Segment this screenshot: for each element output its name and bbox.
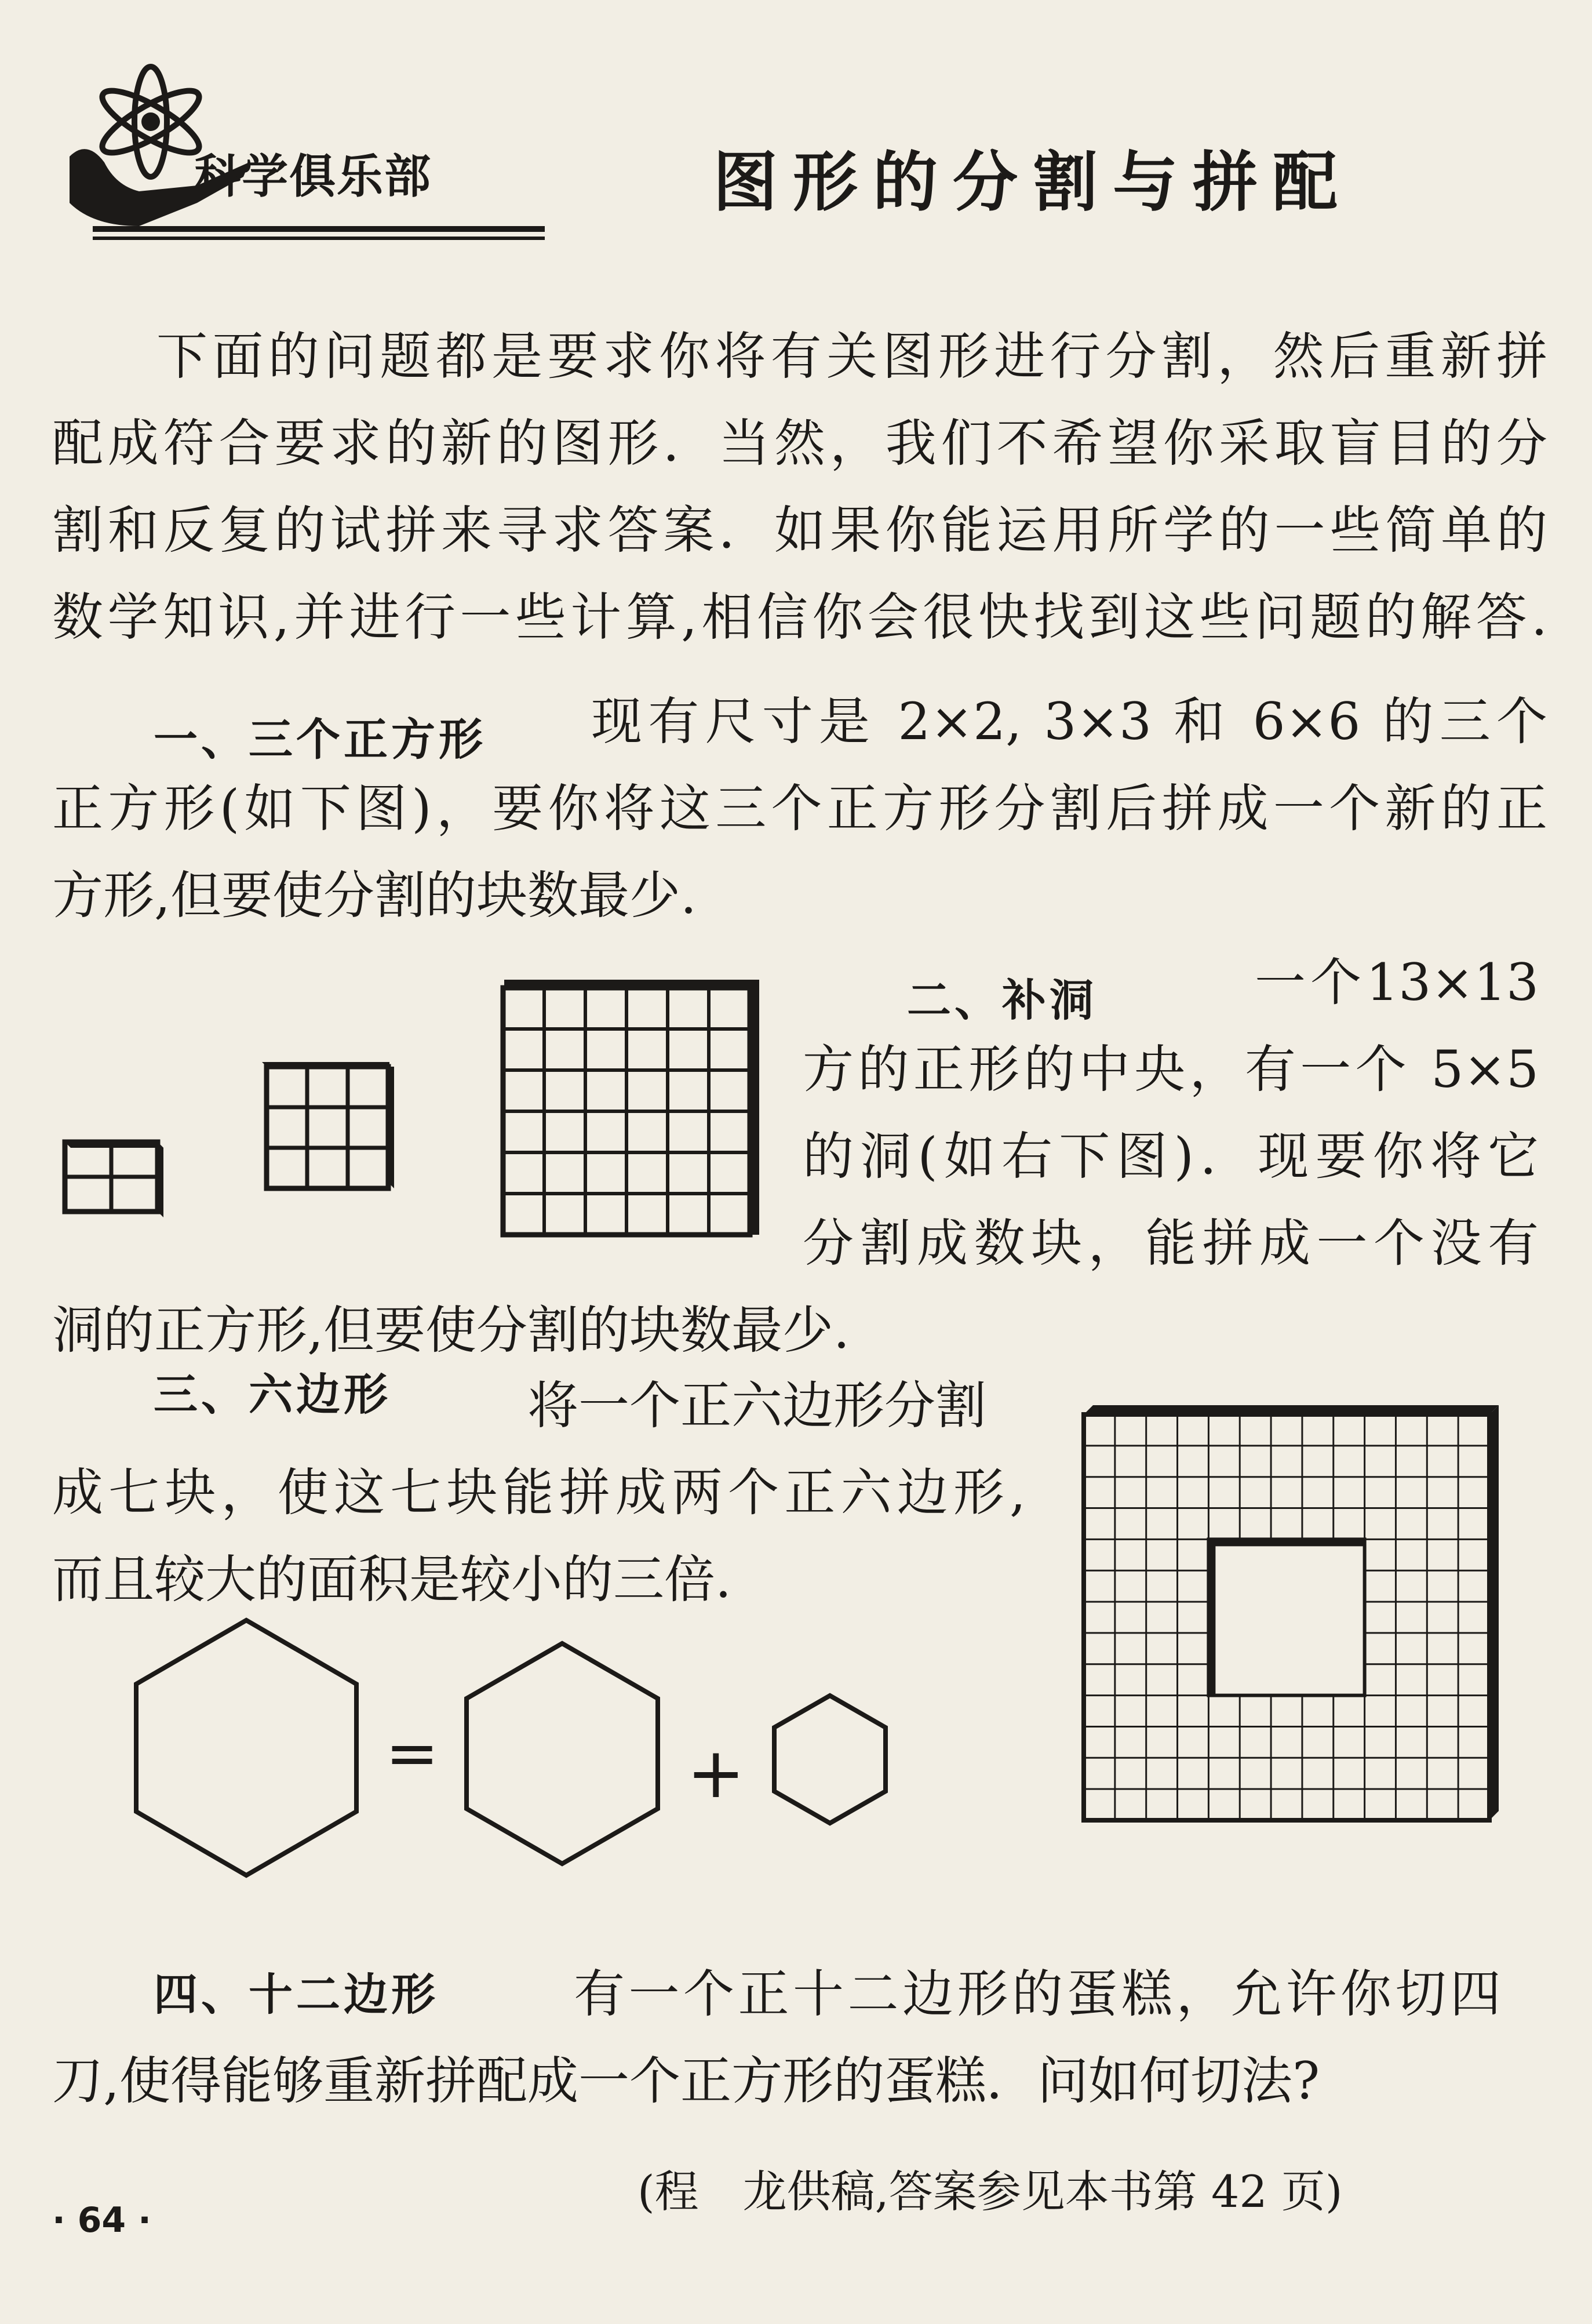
plus-sign: +	[687, 1733, 745, 1814]
intro-line: 配成符合要求的新的图形．当然，我们不希望你采取盲目的分	[52, 413, 1547, 473]
problem1-line: 方形,但要使分割的块数最少.	[52, 865, 697, 925]
intro-line: 下面的问题都是要求你将有关图形进行分割，然后重新拼	[156, 326, 1547, 386]
column-name: 科学俱乐部	[194, 150, 432, 203]
square-3x3	[262, 1062, 394, 1188]
page-title: 图形的分割与拼配	[713, 145, 1353, 220]
page-number: · 64 ·	[52, 2200, 151, 2241]
problem2-line: 一个13×13	[1255, 952, 1539, 1012]
credit: (程 龙供稿,答案参见本书第 42 页)	[637, 2166, 1343, 2217]
problem1-line: 正方形(如下图)，要你将这三个正方形分割后拼成一个新的正	[52, 779, 1547, 838]
large-hexagon	[136, 1620, 356, 1875]
problem1-line: 现有尺寸是 2×2, 3×3 和 6×6 的三个	[591, 692, 1547, 751]
problem4-line: 刀,使得能够重新拼配成一个正方形的蛋糕．问如何切法?	[52, 2051, 1320, 2111]
equals-sign: =	[385, 1716, 439, 1790]
hole-grid-figure	[1084, 1414, 1513, 1843]
problem1-text	[52, 678, 1547, 939]
problem3-heading: 三、六边形	[154, 1369, 391, 1420]
problem3-line: 而且较大的面积是较小的三倍.	[52, 1550, 731, 1609]
problem2-line: 分割成数块，能拼成一个没有	[803, 1213, 1539, 1273]
problem2-line: 洞的正方形,但要使分割的块数最少.	[52, 1300, 850, 1360]
problem3-line: 将一个正六边形分割	[527, 1376, 987, 1435]
problem2-heading: 二、补洞	[907, 974, 1097, 1026]
problem1-heading: 一、三个正方形	[154, 714, 486, 765]
three-squares-figure	[64, 974, 788, 1299]
square-6x6	[503, 980, 759, 1235]
column-logo	[52, 52, 504, 243]
problem2-text	[803, 939, 1539, 1287]
intro-line: 数学知识,并进行一些计算,相信你会很快找到这些问题的解答.	[52, 587, 1547, 647]
problem3-line: 成七块，使这七块能拼成两个正六边形,	[52, 1463, 1026, 1522]
square-2x2	[65, 1142, 163, 1217]
problem4-text	[52, 1951, 1501, 2125]
problem4-heading: 四、十二边形	[154, 1969, 439, 2020]
intro-line: 割和反复的试拼来寻求答案．如果你能运用所学的一些简单的	[52, 500, 1547, 560]
problem2-line: 的洞(如右下图)．现要你将它	[803, 1126, 1539, 1186]
problem2-line: 方的正形的中央，有一个 5×5	[803, 1039, 1539, 1099]
problem4-line: 有一个正十二边形的蛋糕，允许你切四	[574, 1964, 1501, 2024]
problem3-text	[52, 1362, 1026, 1623]
medium-hexagon	[467, 1643, 658, 1864]
small-hexagon	[774, 1696, 886, 1823]
intro-paragraph	[52, 313, 1547, 661]
hexagon-figure	[127, 1612, 968, 1901]
